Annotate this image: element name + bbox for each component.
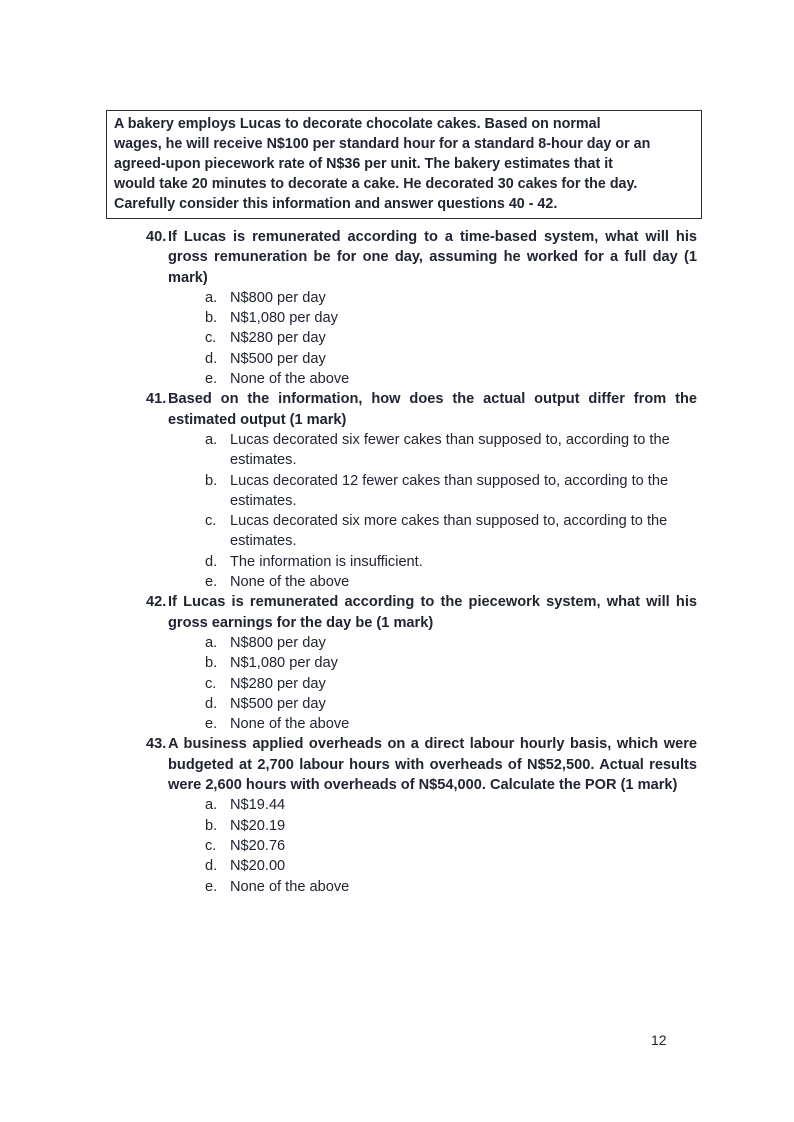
option-letter: c. — [205, 330, 217, 347]
option-item — [205, 572, 697, 592]
info-box-line: would take 20 minutes to decorate a cake. He decorated 30 cakes for the day. — [114, 176, 638, 192]
option-item — [205, 369, 697, 389]
option-letter: a. — [205, 431, 218, 448]
option-item — [205, 653, 697, 673]
option-text: Lucas decorated 12 fewer cakes than supposed to, according to the estimates. — [230, 472, 669, 509]
option-letter: e. — [205, 371, 218, 388]
option-item — [205, 430, 697, 471]
info-box — [106, 110, 702, 219]
option-letter: d. — [205, 858, 218, 875]
option-text: N$19.44 — [230, 797, 286, 814]
option-letter: a. — [205, 797, 218, 814]
option-text: N$280 per day — [230, 330, 326, 347]
options-list — [205, 430, 697, 592]
question-43 — [146, 734, 697, 896]
option-text: Lucas decorated six fewer cakes than supposed to, according to the estimates. — [230, 431, 670, 469]
question-stem: If Lucas is remunerated according to the piecework system, what will his gross earnings for the day be (1 mark) — [168, 594, 697, 631]
question-number: 42. — [146, 594, 167, 611]
option-item — [205, 511, 697, 552]
option-text: N$500 per day — [230, 695, 326, 712]
option-item — [205, 856, 697, 876]
option-item — [205, 836, 697, 856]
option-letter: c. — [205, 837, 217, 854]
option-text: N$1,080 per day — [230, 310, 338, 327]
question-number: 40. — [146, 229, 167, 245]
option-text: N$800 per day — [230, 289, 326, 306]
option-text: N$20.00 — [230, 858, 286, 875]
option-text: N$1,080 per day — [230, 655, 338, 672]
option-letter: e. — [205, 574, 218, 591]
option-letter: b. — [205, 472, 218, 489]
option-text: N$500 per day — [230, 350, 326, 367]
question-number: 41. — [146, 391, 167, 408]
option-text: The information is insufficient. — [230, 553, 423, 570]
info-box-line: wages, he will receive N$100 per standard hour for a standard 8-hour day or an — [114, 136, 651, 152]
option-item — [205, 674, 697, 694]
info-box-line: Carefully consider this information and answer questions 40 - 42. — [114, 196, 558, 212]
option-letter: b. — [205, 655, 218, 672]
option-item — [205, 694, 697, 714]
option-item — [205, 877, 697, 897]
option-letter: d. — [205, 695, 218, 712]
option-text: None of the above — [230, 878, 350, 895]
options-list — [205, 288, 697, 389]
option-letter: b. — [205, 310, 218, 327]
option-item — [205, 552, 697, 572]
question-stem: A business applied overheads on a direct labour hourly basis, which were budgeted at 2,700 labour hours with overheads of N$52,500. Actual results were 2,600 hours with overheads of N$54,000. Calculate the POR (1 mark) — [168, 736, 697, 794]
option-letter: e. — [205, 716, 218, 733]
option-item — [205, 308, 697, 328]
option-letter: a. — [205, 289, 218, 306]
option-item — [205, 349, 697, 369]
option-text: N$280 per day — [230, 675, 326, 692]
question-41 — [146, 389, 697, 592]
question-42 — [146, 592, 697, 734]
option-item — [205, 714, 697, 734]
option-item — [205, 288, 697, 308]
question-stem: Based on the information, how does the actual output differ from the estimated output (1 mark) — [168, 391, 697, 428]
option-text: N$20.76 — [230, 837, 286, 854]
option-letter: c. — [205, 513, 217, 530]
option-letter: b. — [205, 817, 218, 834]
option-letter: d. — [205, 553, 218, 570]
options-list — [205, 795, 697, 896]
option-text: None of the above — [230, 574, 350, 591]
option-text: N$800 per day — [230, 634, 326, 651]
page-number: 12 — [651, 1032, 667, 1048]
option-text: N$20.19 — [230, 817, 286, 834]
option-text: None of the above — [230, 371, 350, 388]
option-item — [205, 328, 697, 348]
question-number: 43. — [146, 736, 167, 753]
questions-list — [146, 227, 697, 897]
option-letter: d. — [205, 350, 218, 367]
option-item — [205, 795, 697, 815]
option-item — [205, 471, 697, 512]
question-40 — [146, 227, 697, 389]
option-letter: c. — [205, 675, 217, 692]
option-text: Lucas decorated six more cakes than supposed to, according to the estimates. — [230, 513, 668, 550]
question-stem: If Lucas is remunerated according to a time-based system, what will his gross remuneration be for one day, assuming he worked for a full day (1 mark) — [168, 229, 697, 286]
options-list — [205, 633, 697, 734]
option-item — [205, 633, 697, 653]
option-text: None of the above — [230, 716, 350, 733]
info-box-line: agreed-upon piecework rate of N$36 per unit. The bakery estimates that it — [114, 156, 613, 172]
option-item — [205, 816, 697, 836]
option-letter: e. — [205, 878, 218, 895]
option-letter: a. — [205, 634, 218, 651]
info-box-line: A bakery employs Lucas to decorate chocolate cakes. Based on normal — [114, 116, 601, 132]
